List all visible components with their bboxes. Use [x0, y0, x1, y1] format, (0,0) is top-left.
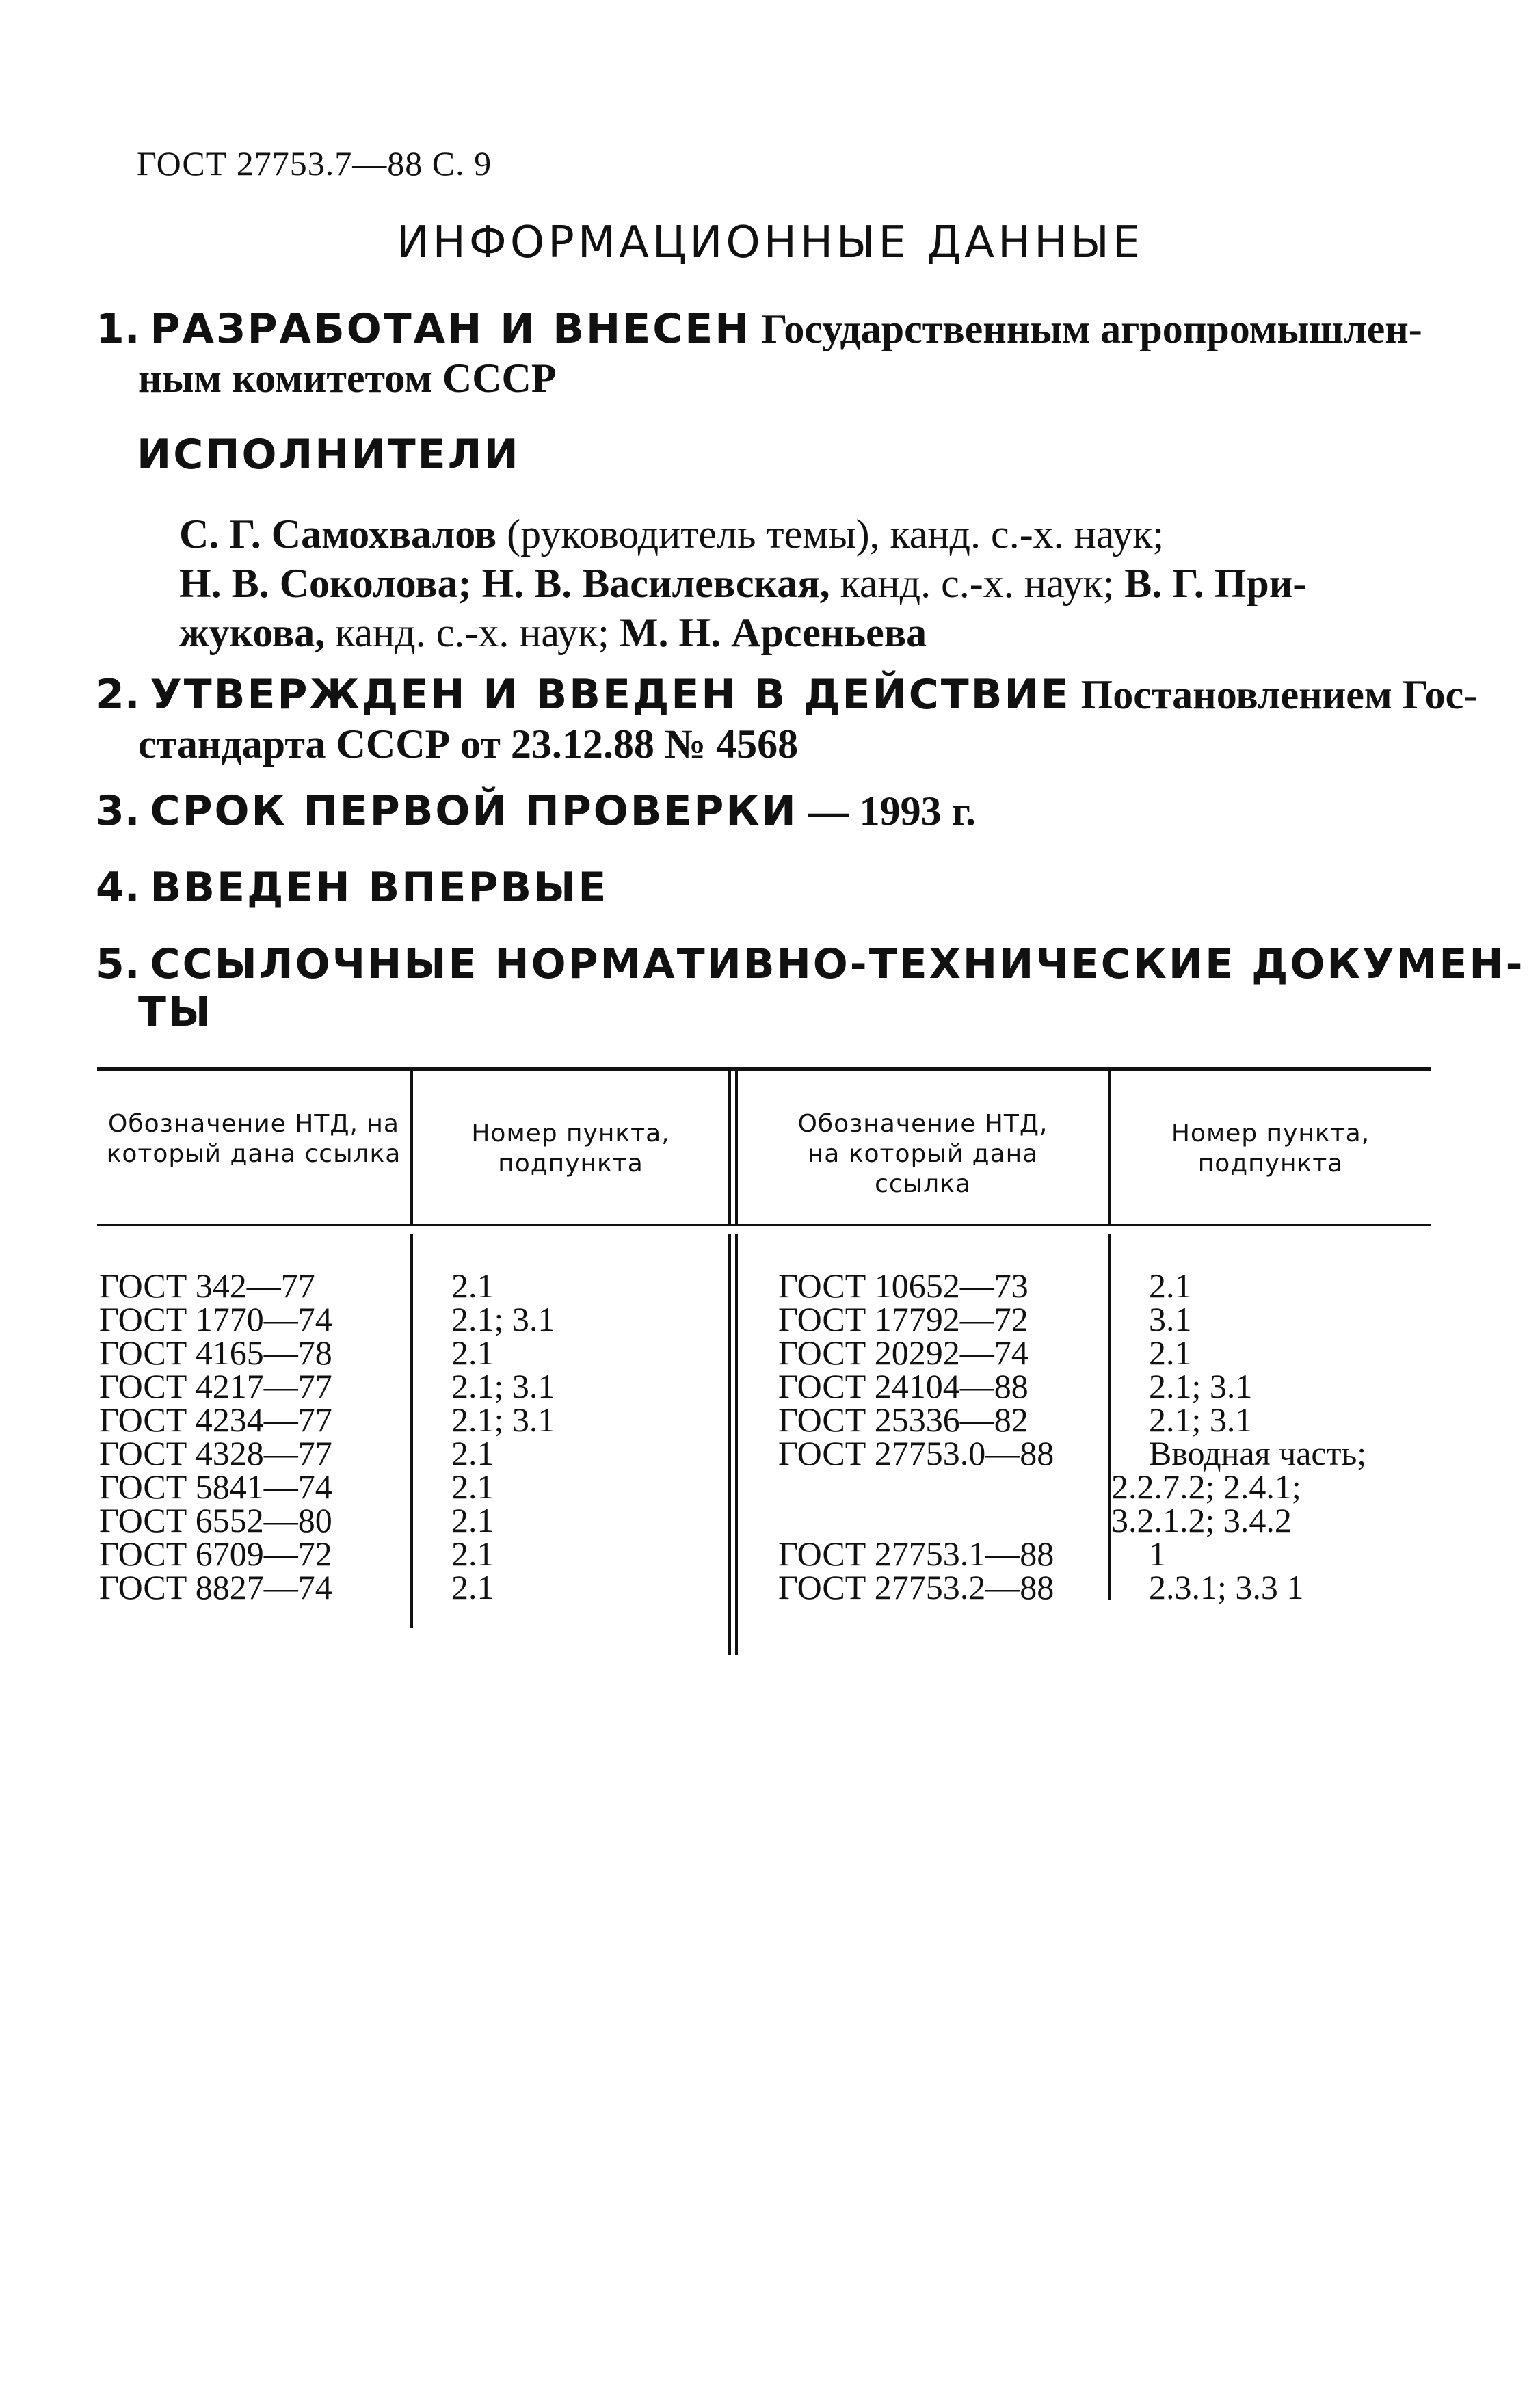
- item-developed: [96, 304, 1429, 403]
- item-approved: [96, 670, 1478, 769]
- table-cell-document: ГОСТ 5841—74: [99, 1468, 332, 1506]
- table-cell-document: ГОСТ 25336—82: [778, 1401, 1028, 1439]
- table-cell-clause: 2.1: [1149, 1334, 1192, 1372]
- table-cell-clause: 2.1; 3.1: [451, 1401, 555, 1439]
- table-cell-document: ГОСТ 6552—80: [99, 1501, 332, 1539]
- table-cell-clause: 2.3.1; 3.3 1: [1149, 1568, 1304, 1606]
- item-heading: РАЗРАБОТАН И ВНЕСЕН: [150, 305, 752, 353]
- table-cell-document: ГОСТ 27753.2—88: [778, 1568, 1054, 1606]
- table-cell-clause: 2.1: [451, 1468, 494, 1506]
- table-top-rule: [97, 1067, 1431, 1071]
- table-cell-document: ГОСТ 4217—77: [99, 1367, 332, 1405]
- table-cell-document: ГОСТ 4328—77: [99, 1434, 332, 1472]
- table-cell-clause: 3.1: [1149, 1300, 1192, 1338]
- table-cell-document: ГОСТ 8827—74: [99, 1568, 332, 1606]
- item-number: 3.: [96, 787, 140, 835]
- column-divider: [410, 1234, 413, 1628]
- executor-name: Н. В. Соколова;: [179, 561, 472, 606]
- table-header-cell: Обозначение НТД, на который дана ссылка: [106, 1110, 401, 1168]
- table-cell-document: ГОСТ 20292—74: [778, 1334, 1028, 1372]
- page-title: ИНФОРМАЦИОННЫЕ ДАННЫЕ: [396, 217, 1144, 268]
- item-heading: УТВЕРЖДЕН И ВВЕДЕН В ДЕЙСТВИЕ: [150, 671, 1071, 719]
- table-cell-clause: 2.1: [451, 1334, 494, 1372]
- table-cell-clause: 2.1: [451, 1266, 494, 1305]
- table-cell-document: ГОСТ 27753.0—88: [778, 1434, 1054, 1472]
- item-number: 2.: [96, 671, 140, 719]
- item-number: 5.: [96, 940, 140, 988]
- item-text: Государственным агропромышлен-: [761, 306, 1422, 351]
- table-cell-document: ГОСТ 342—77: [99, 1266, 315, 1305]
- table-cell-clause: 2.1; 3.1: [451, 1367, 555, 1405]
- executor-degree: канд. с.-х. наук;: [840, 561, 1115, 606]
- executors-heading: ИСПОЛНИТЕЛИ: [137, 431, 520, 479]
- table-cell-clause: 2.1: [451, 1434, 494, 1472]
- item-first-check: [96, 786, 976, 836]
- executor-degree: канд. с.-х. наук;: [890, 512, 1165, 557]
- executor-name: жукова,: [179, 610, 326, 655]
- table-cell-clause: 2.1: [451, 1535, 494, 1573]
- item-references: [96, 940, 1525, 1036]
- table-cell-document: ГОСТ 4234—77: [99, 1401, 332, 1439]
- table-cell-clause: 1: [1149, 1535, 1166, 1573]
- column-divider: [728, 1234, 731, 1655]
- item-text: Постановлением Гос-: [1080, 672, 1478, 717]
- item-heading-continued: ТЫ: [138, 988, 213, 1036]
- item-heading: ССЫЛОЧНЫЕ НОРМАТИВНО-ТЕХНИЧЕСКИЕ ДОКУМЕН-: [150, 940, 1525, 988]
- table-cell-clause: 2.1: [1149, 1266, 1192, 1305]
- table-header-rule: [97, 1224, 1431, 1226]
- table-cell-clause: 2.1; 3.1: [1149, 1401, 1253, 1439]
- table-cell-document: ГОСТ 17792—72: [778, 1300, 1028, 1338]
- item-text: — 1993 г.: [808, 788, 977, 834]
- executors-list: [179, 509, 1431, 657]
- table-header-cell: Номер пункта, подпункта: [471, 1119, 670, 1178]
- item-heading: ВВЕДЕН ВПЕРВЫЕ: [150, 864, 609, 912]
- table-cell-clause: Вводная часть;: [1149, 1434, 1367, 1472]
- item-number: 4.: [96, 864, 140, 912]
- column-divider: [728, 1070, 731, 1225]
- table-cell-document: ГОСТ 1770—74: [99, 1300, 332, 1338]
- table-cell-clause: 2.1: [451, 1501, 494, 1539]
- executor-role: (руководитель темы),: [507, 512, 880, 557]
- column-divider: [1108, 1234, 1111, 1600]
- table-cell-clause: 3.2.1.2; 3.4.2: [1111, 1501, 1292, 1539]
- executor-name: Н. В. Василевская,: [481, 561, 830, 606]
- column-divider: [735, 1234, 738, 1655]
- item-text-continued: стандарта СССР от 23.12.88 № 4568: [138, 721, 799, 767]
- item-introduced: [96, 863, 608, 912]
- table-cell-clause: 2.2.7.2; 2.4.1;: [1111, 1468, 1301, 1506]
- page-header: ГОСТ 27753.7—88 С. 9: [137, 144, 492, 183]
- item-heading: СРОК ПЕРВОЙ ПРОВЕРКИ: [150, 787, 798, 835]
- executor-name: В. Г. При-: [1124, 561, 1307, 606]
- table-header-cell: Обозначение НТД, на который дана ссылка: [797, 1110, 1048, 1198]
- table-cell-document: ГОСТ 24104—88: [778, 1367, 1028, 1405]
- table-cell-document: ГОСТ 6709—72: [99, 1535, 332, 1573]
- table-cell-document: ГОСТ 10652—73: [778, 1266, 1028, 1305]
- executor-degree: канд. с.-х. наук;: [335, 610, 609, 655]
- table-cell-clause: 2.1; 3.1: [1149, 1367, 1253, 1405]
- table-cell-document: ГОСТ 4165—78: [99, 1334, 332, 1372]
- executor-name: М. Н. Арсеньева: [619, 610, 927, 655]
- table-cell-document: ГОСТ 27753.1—88: [778, 1535, 1054, 1573]
- table-cell-clause: 2.1; 3.1: [451, 1300, 555, 1338]
- table-header-cell: Номер пункта, подпункта: [1171, 1119, 1370, 1178]
- item-number: 1.: [96, 305, 140, 353]
- executor-name: С. Г. Самохвалов: [179, 512, 497, 557]
- item-text-continued: ным комитетом СССР: [138, 356, 557, 401]
- table-cell-clause: 2.1: [451, 1568, 494, 1606]
